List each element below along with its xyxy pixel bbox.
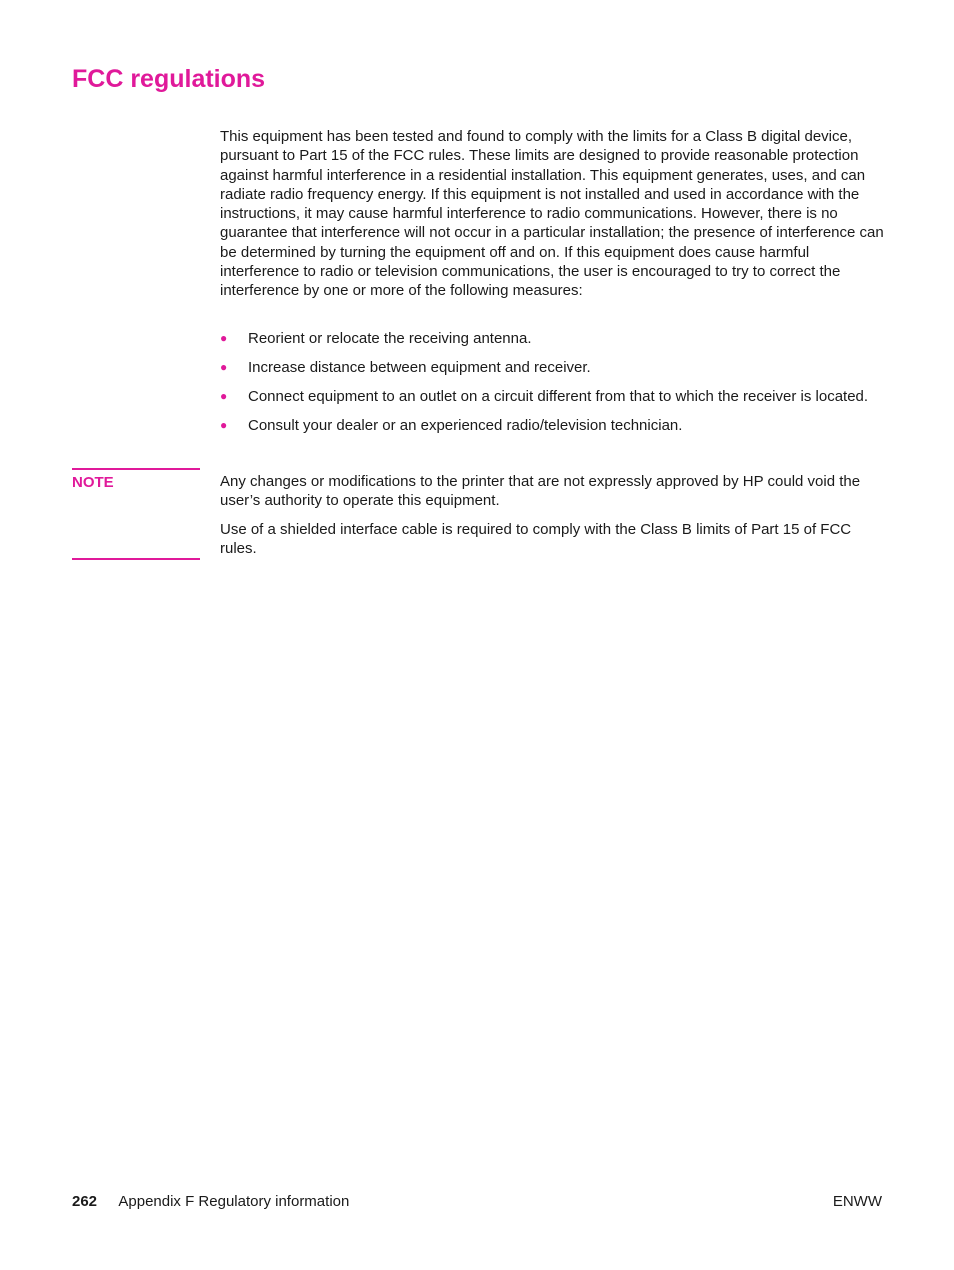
page-title: FCC regulations xyxy=(72,65,266,93)
list-item-text: Reorient or relocate the receiving antenna. xyxy=(248,330,532,347)
note-body xyxy=(220,472,884,568)
note-paragraph: Any changes or modifications to the printer that are not expressly approved by HP could void the user’s authority to operate this equipment. xyxy=(220,473,861,510)
list-item-text: Increase distance between equipment and receiver. xyxy=(248,358,591,376)
page-footer xyxy=(72,1192,882,1211)
bullet-icon: ● xyxy=(220,331,228,345)
list-item xyxy=(220,416,884,435)
bullet-icon: ● xyxy=(220,388,228,403)
bullet-icon: ● xyxy=(220,359,228,374)
page-number: 262 xyxy=(72,1193,98,1210)
list-item xyxy=(220,358,884,377)
list-item-text: Connect equipment to an outlet on a circuit different from that to which the receiver is located. xyxy=(248,387,869,405)
list-item xyxy=(220,387,884,406)
note-bottom-rule xyxy=(72,558,200,560)
bullet-icon: ● xyxy=(220,417,228,432)
measures-list xyxy=(220,329,884,445)
doc-code: ENWW xyxy=(832,1193,882,1210)
intro-paragraph: This equipment has been tested and found to comply with the limits for a Class B digital device, pursuant to Part 15 of the FCC rules. These limits are designed to provide reasonable protection against harmful interference in a residential installation. This equipment generates, uses, and can radiate radio frequency energy. If this equipment is not installed and used in accordance with the instructions, it may cause harmful interference to radio communications. However, there is no guarantee that interference will not occur in a particular installation; the presence of interference can be determined by turning the equipment off and on. If this equipment does cause harmful interference to radio or television communications, the user is encouraged to try to correct the interference by one or more of the following measures: xyxy=(220,128,884,300)
note-top-rule xyxy=(72,468,200,470)
list-item xyxy=(220,329,884,348)
note-label: NOTE xyxy=(72,474,114,491)
list-item-text: Consult your dealer or an experienced radio/television technician. xyxy=(248,416,683,434)
footer-section: Appendix F Regulatory information xyxy=(118,1193,350,1210)
note-paragraph: Use of a shielded interface cable is required to comply with the Class B limits of Part 15 of FCC rules. xyxy=(220,521,852,558)
